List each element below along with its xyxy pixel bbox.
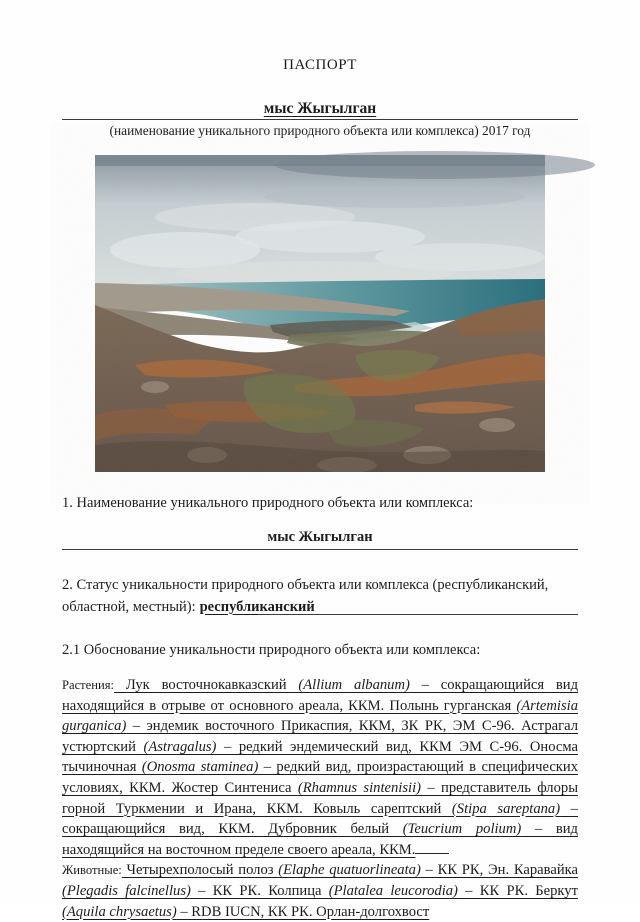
text-segment: – КК РК. Беркут [457, 882, 578, 899]
text-segment: – эндемик восточного Прикаспия, ККМ, ЗК РК, ЭМ С-96. Астрагал устюртский [62, 718, 578, 755]
object-name-caption: (наименование уникального природного объекта или комплекса) 2017 год [109, 123, 531, 138]
object-name-field [62, 100, 578, 120]
text-segment: Лук восточнокавказский [114, 677, 299, 693]
text-segment: (Stipa sareptana) [451, 800, 561, 817]
text-segment: – редкий эндемический вид, ККМ ЭМ С-96. Оносма тычиночная [62, 738, 578, 776]
animals-label: Животные: [62, 863, 122, 878]
section2-paragraph [62, 574, 578, 618]
text-segment: (Allium albanum) [298, 677, 410, 693]
text-segment: (Artemisia gurganica) [62, 697, 578, 735]
section1-label: 1. Наименование уникального природного объекта или комплекса: [62, 495, 474, 511]
document-title: ПАСПОРТ [283, 57, 357, 73]
text-segment: (Onosma staminea) [141, 759, 259, 776]
section2-value: республиканский [199, 598, 315, 615]
text-segment: (Teucrium polium) [402, 821, 522, 838]
text-segment: – вид находящийся на восточном пределе своего ареала, ККМ. [62, 821, 578, 858]
landscape-photo-svg [95, 155, 545, 472]
animals-text [62, 862, 578, 919]
photo-grain-overlay [95, 155, 545, 472]
text-segment: – КК РК. Колпица [190, 882, 329, 899]
text-segment: – КК РК, Эн. Каравайка [420, 862, 578, 879]
plants-label: Растения: [62, 678, 115, 692]
text-segment: Четырехполосый полоз [121, 862, 279, 879]
text-segment: – представитель флоры горной Туркмении и Ирана, ККМ. Ковыль сарептский [62, 779, 578, 817]
text-segment: (Rhamnus sintenisii) [297, 779, 421, 796]
plants-paragraph [62, 675, 578, 860]
blank-underline [415, 840, 449, 854]
text-segment: (Elaphe quatuorlineata) [278, 862, 421, 879]
section1-value-field [62, 529, 578, 550]
text-segment: – сокращающийся вид находящийся в отрыве от основного ареала, ККМ. Полынь гурганская [62, 677, 578, 714]
text-segment: – редкий вид, произрастающий в специфических условиях, ККМ. Жостер Синтениса [62, 759, 578, 796]
section1-value: мыс Жыгылган [267, 528, 373, 545]
section21-label: 2.1 Обоснование уникальности природного объекта или комплекса: [62, 641, 481, 658]
object-name-value: мыс Жыгылган [263, 100, 377, 117]
text-segment: (Aquila chrysaetus) [62, 903, 177, 920]
animals-paragraph [62, 860, 578, 922]
text-segment: – сокращающийся вид, ККМ. Дубровник белый [62, 800, 578, 838]
text-segment: (Plegadis falcinellus) [62, 882, 191, 899]
section2-label: 2. Статус уникальности природного объекта или комплекса (республиканский, областной, местный): [62, 576, 549, 615]
text-segment: (Astragalus) [143, 738, 217, 755]
landscape-photo [95, 155, 545, 472]
text-segment: (Platalea leucorodia) [328, 882, 458, 899]
blank-underline [258, 614, 578, 615]
text-segment: – RDB IUCN, КК РК. Орлан-долгохвост [176, 903, 430, 920]
plants-text [62, 677, 578, 858]
